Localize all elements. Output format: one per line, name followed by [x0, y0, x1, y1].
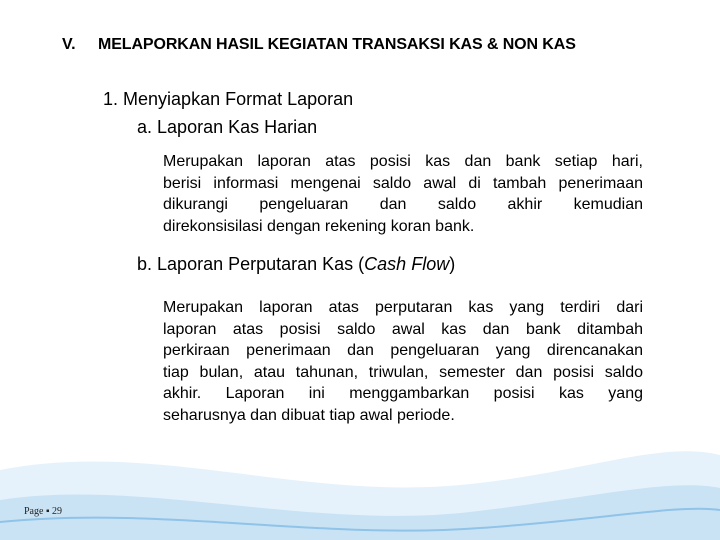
subitem-b-text-italic: Cash Flow: [364, 254, 450, 274]
list-item-1-text: Menyiapkan Format Laporan: [123, 89, 354, 109]
section-number: V.: [62, 36, 76, 53]
paragraph-a-line: direkonsisilasi dengan rekening koran bank.: [163, 217, 475, 235]
paragraph-b-line: laporan atas posisi saldo awal kas dan bank ditambah: [163, 320, 643, 338]
list-item-1-label: 1.: [103, 89, 119, 109]
subitem-b-text: [157, 254, 455, 274]
list-item-1: [103, 89, 353, 110]
paragraph-a: [163, 151, 643, 237]
subitem-b-label: b.: [137, 254, 153, 274]
subitem-b: [137, 254, 455, 275]
paragraph-a-line: dikurangi pengeluaran dan saldo akhir kemudian: [163, 196, 643, 213]
section-heading: [62, 36, 576, 54]
paragraph-a-line: Merupakan laporan atas posisi kas dan bank setiap hari,: [163, 153, 643, 170]
paragraph-b-line: akhir. Laporan ini menggambarkan posisi kas yang: [163, 385, 643, 402]
subitem-a-text: Laporan Kas Harian: [157, 117, 318, 137]
subitem-a-label: a.: [137, 117, 153, 137]
section-title: MELAPORKAN HASIL KEGIATAN TRANSAKSI KAS & NON KAS: [98, 36, 576, 53]
paragraph-b-line: seharusnya dan dibuat tiap awal periode.: [163, 406, 455, 424]
paragraph-b: [163, 297, 643, 426]
subitem-a: [137, 117, 317, 138]
subitem-b-text-post: ): [449, 254, 456, 274]
paragraph-b-line: Merupakan laporan atas perputaran kas yang terdiri dari: [163, 299, 643, 316]
subitem-b-text-pre: Laporan Perputaran Kas (: [157, 254, 365, 274]
page-number: Page ▪ 29: [24, 506, 62, 517]
paragraph-a-line: berisi informasi mengenai saldo awal di tambah penerimaan: [163, 174, 643, 192]
paragraph-b-line: tiap bulan, atau tahunan, triwulan, semester dan posisi saldo: [163, 363, 643, 381]
paragraph-b-line: perkiraan penerimaan dan pengeluaran yang direncanakan: [163, 342, 643, 359]
